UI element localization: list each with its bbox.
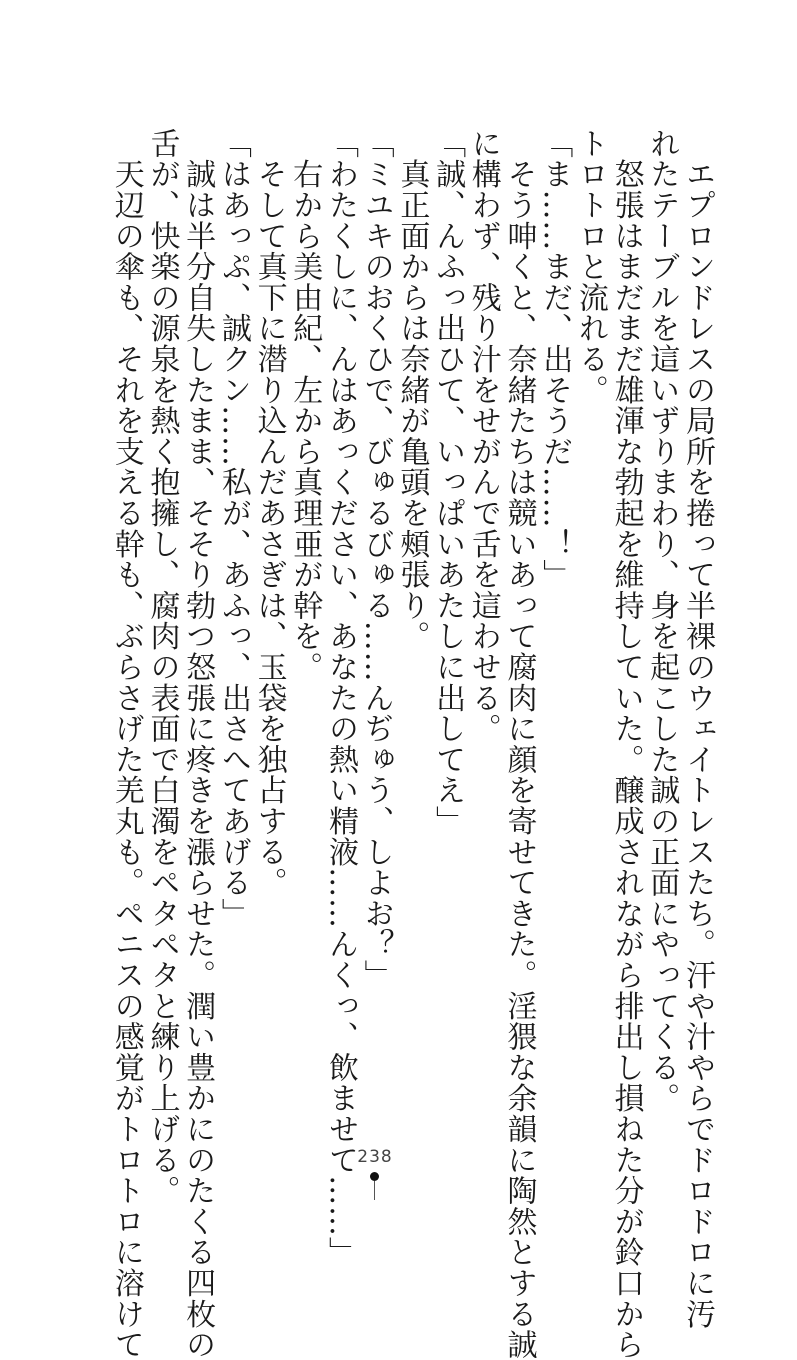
text-line: 「ミユキのおくひで、びゅるびゅる……んぢゅう、しよお？」 <box>358 128 394 991</box>
text-line: 真正面からは奈緒が亀頭を頰張り。 <box>394 128 430 652</box>
page-marker-icon <box>370 1172 380 1200</box>
text-line: エプロンドレスの局所を捲って半裸のウェイトレスたち。汗や汁やらでドロドロに汚 <box>680 128 715 1330</box>
text-line: 「誠、んふっ出ひて、いっぱいあたしに出してえ」 <box>430 128 466 837</box>
text-line: 誠は半分自失したまま、そそり勃つ怒張に疼きを漲らせた。潤い豊かにのたくる四枚の <box>180 128 216 1360</box>
page-marker-dot <box>370 1172 379 1181</box>
text-line: 怒張はまだまだ雄渾な勃起を維持していた。醸成されながら排出し損ねた分が鈴口から <box>608 128 644 1360</box>
text-line: 「わたくしに、んはあっください、あなたの熱い精液……んくっ、飲ませて……」 <box>322 128 358 1268</box>
text-line: 天辺の傘も、それを支える幹も、ぶらさげた羌丸も。ペニスの感覚がトロトロに溶けて <box>108 128 144 1360</box>
text-line: トロトロと流れる。 <box>572 128 608 406</box>
page-marker-stem <box>374 1181 375 1200</box>
text-line: 舌が、快楽の源泉を熱く抱擁し、腐肉の表面で白濁をペタペタと練り上げる。 <box>144 128 180 1206</box>
text-line: れたテーブルを這いずりまわり、身を起こした誠の正面にやってくる。 <box>644 128 680 1114</box>
page-number: 238 <box>357 1147 393 1167</box>
text-line: そして真下に潜り込んだあさぎは、玉袋を独占する。 <box>251 128 287 898</box>
text-line: 「はあっぷ、誠クン……私が、あふっ、出さへてあげる」 <box>215 128 251 929</box>
text-line: 「ま……まだ、出そうだ……！」 <box>537 128 573 590</box>
text-line: に構わず、残り汁をせがんで舌を這わせる。 <box>465 128 501 744</box>
text-line: 右から美由紀、左から真理亜が幹を。 <box>287 128 323 683</box>
text-line: そう呻くと、奈緒たちは競いあって腐肉に顔を寄せてきた。淫猥な余韻に陶然とする誠 <box>501 128 537 1360</box>
